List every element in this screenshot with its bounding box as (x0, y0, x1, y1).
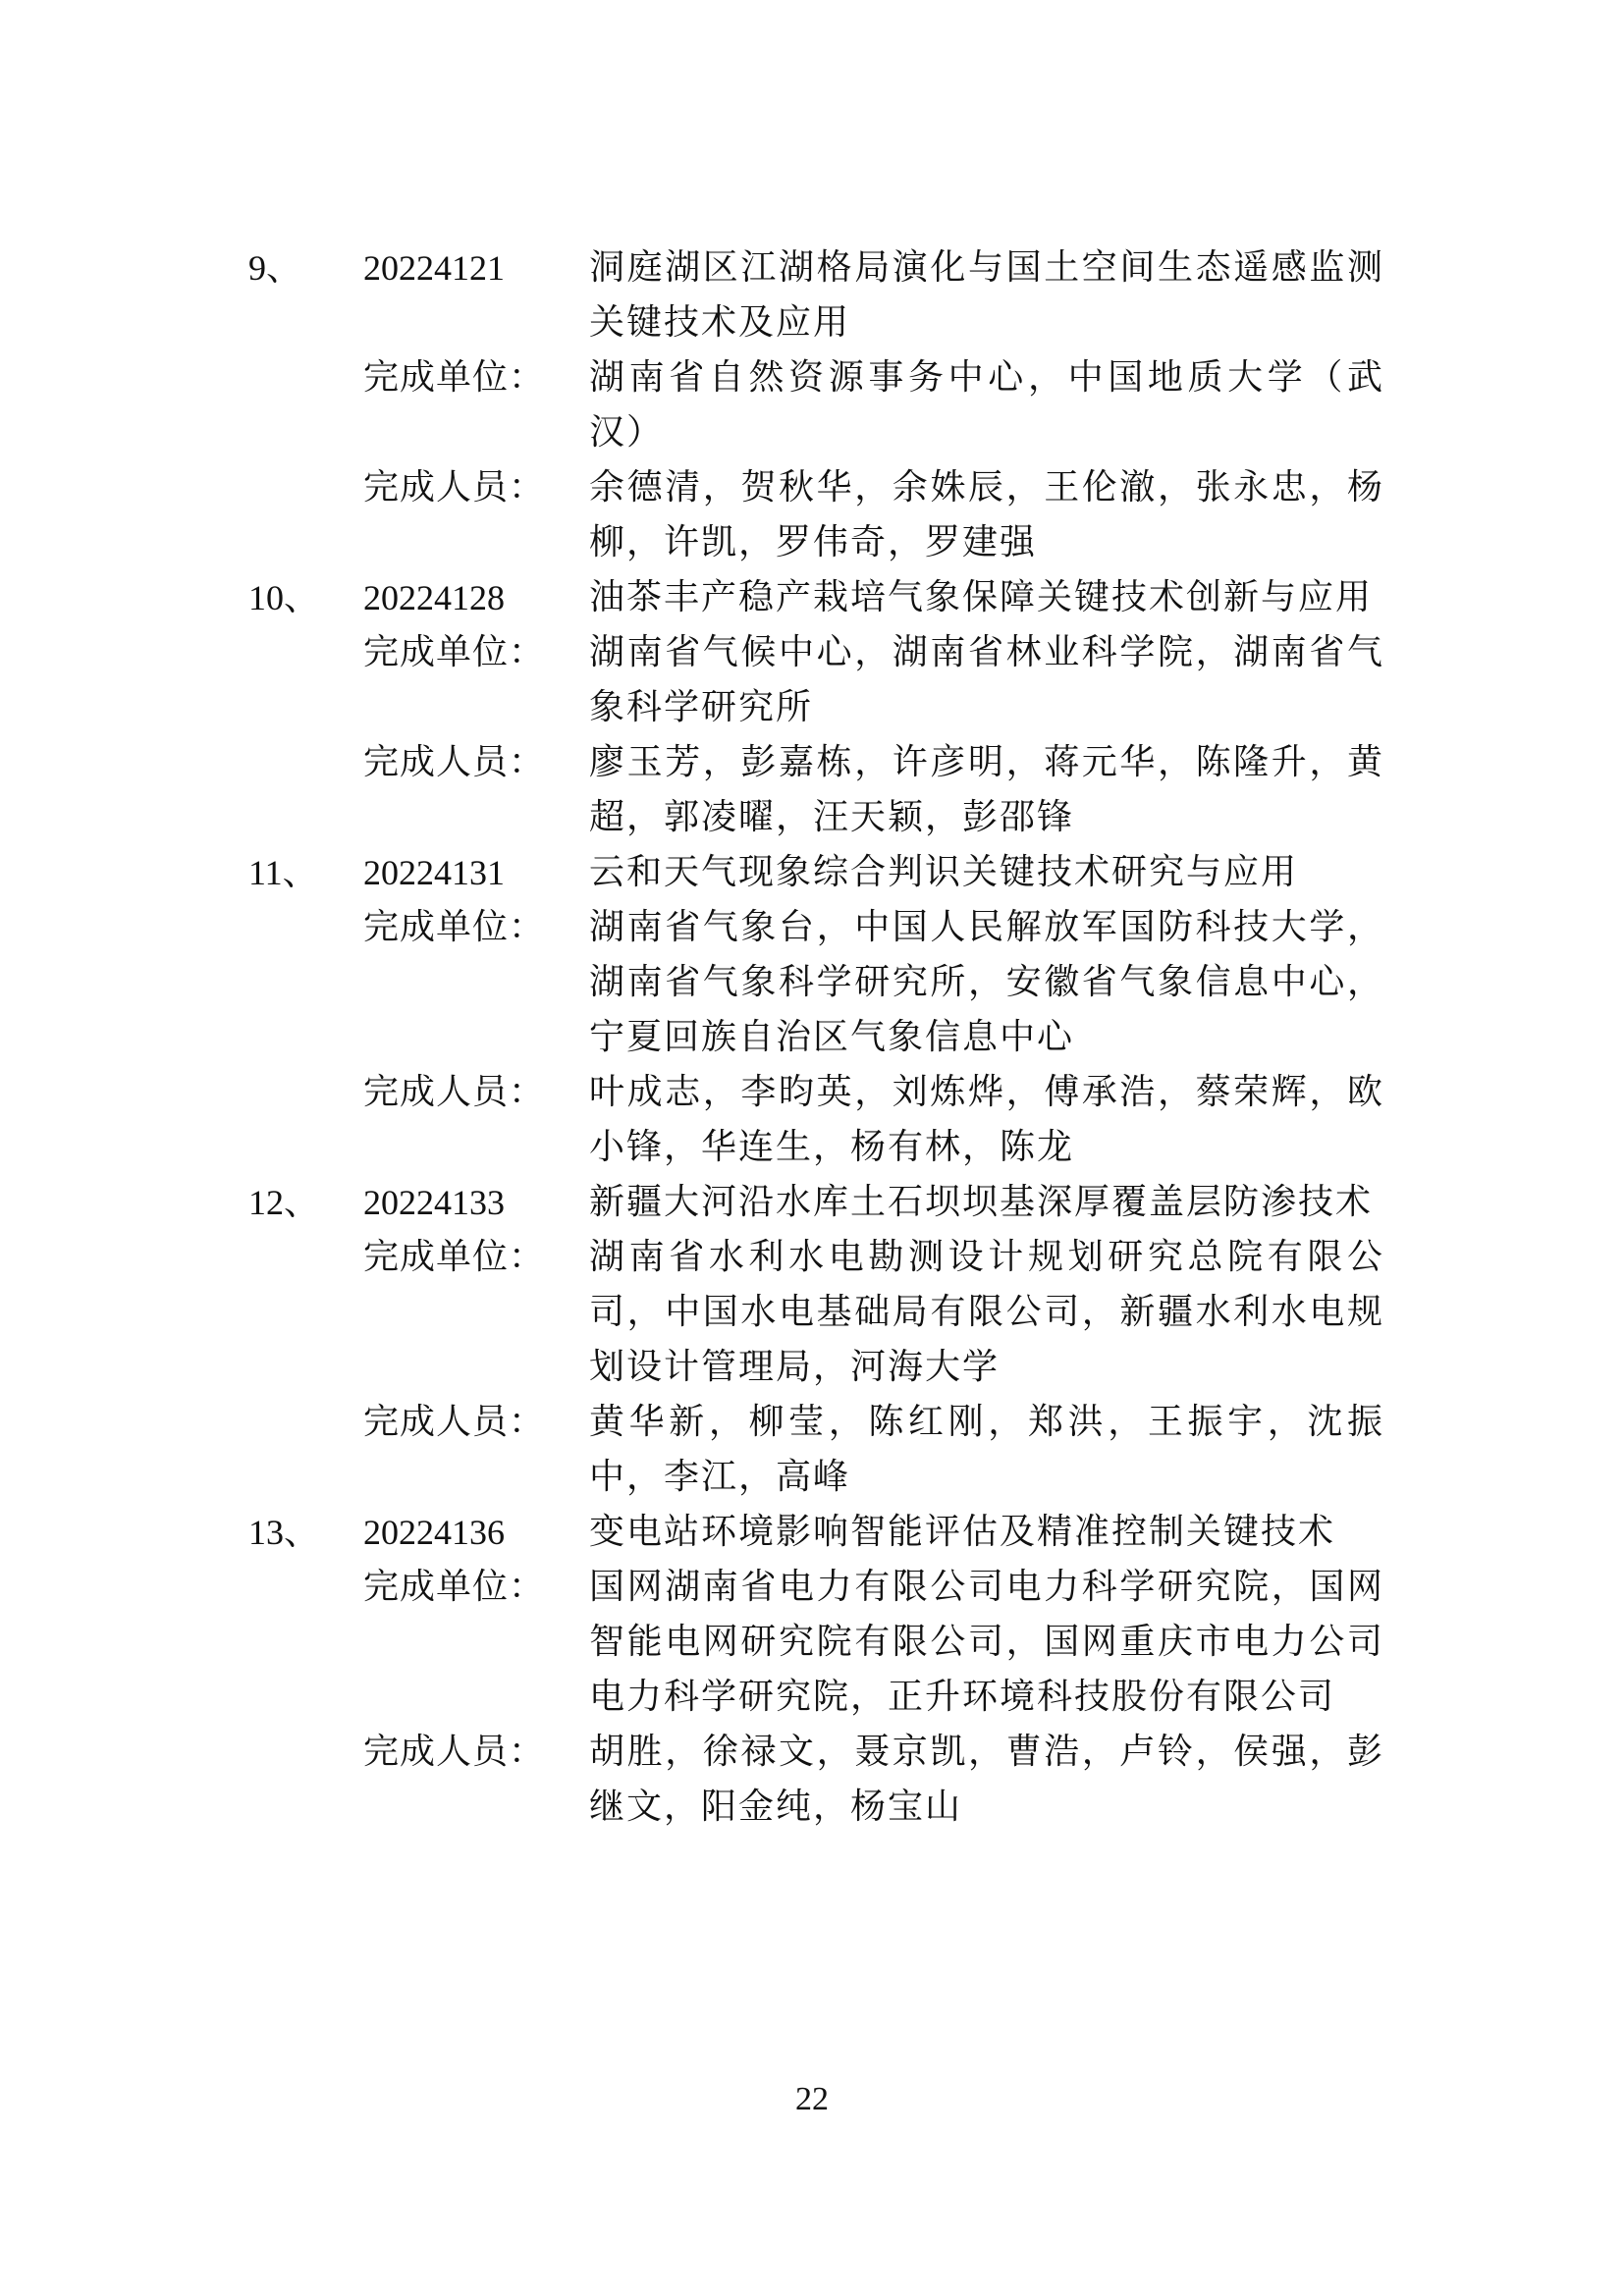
award-entry (0, 1175, 1624, 1505)
award-entry (0, 570, 1624, 845)
unit-label: 完成单位： (363, 357, 546, 398)
entry-unit: 湖南省气象台，中国人民解放军国防科技大学，湖南省气象科学研究所，安徽省气象信息中心，宁夏回族自治区气象信息中心 (589, 907, 1384, 1057)
entry-title: 变电站环境影响智能评估及精准控制关键技术 (589, 1512, 1336, 1552)
unit-label: 完成单位： (363, 1567, 546, 1607)
entry-people: 叶成志，李昀英，刘炼烨，傅承浩，蔡荣辉，欧小锋，华连生，杨有林，陈龙 (589, 1072, 1384, 1167)
award-entry (0, 845, 1624, 1175)
entry-people: 胡胜，徐禄文，聂京凯，曹浩，卢铃，侯强，彭继文，阳金纯，杨宝山 (589, 1732, 1384, 1827)
entry-code: 20224131 (363, 853, 505, 892)
entry-number: 10、 (248, 578, 320, 617)
entry-people-row (0, 1395, 1624, 1505)
entry-title: 油茶丰产稳产栽培气象保障关键技术创新与应用 (589, 577, 1374, 617)
entry-people-row (0, 735, 1624, 845)
entry-code: 20224133 (363, 1183, 505, 1222)
entry-people-row (0, 1725, 1624, 1835)
people-label: 完成人员： (363, 467, 546, 507)
entry-unit: 国网湖南省电力有限公司电力科学研究院，国网智能电网研究院有限公司，国网重庆市电力公司电力科学研究院，正升环境科技股份有限公司 (589, 1567, 1384, 1717)
entry-number: 9、 (248, 248, 302, 288)
entry-people: 黄华新，柳莹，陈红刚，郑洪，王振宇，沈振中，李江，高峰 (589, 1402, 1384, 1497)
entry-unit: 湖南省自然资源事务中心，中国地质大学（武汉） (589, 357, 1384, 453)
entry-title-row (0, 240, 1624, 350)
entry-number: 12、 (248, 1183, 320, 1222)
entry-code: 20224121 (363, 248, 505, 288)
award-entry (0, 1505, 1624, 1835)
entry-title: 洞庭湖区江湖格局演化与国土空间生态遥感监测关键技术及应用 (589, 247, 1384, 343)
entry-unit-row (0, 1560, 1624, 1725)
entry-unit-row (0, 1230, 1624, 1395)
unit-label: 完成单位： (363, 907, 546, 947)
people-label: 完成人员： (363, 1732, 546, 1772)
entry-title-row (0, 570, 1624, 625)
entry-number: 13、 (248, 1513, 320, 1552)
entry-people: 廖玉芳，彭嘉栋，许彦明，蒋元华，陈隆升，黄超，郭凌曜，汪天颖，彭邵锋 (589, 742, 1384, 837)
entry-people: 余德清，贺秋华，余姝辰，王伦澈，张永忠，杨柳，许凯，罗伟奇，罗建强 (589, 467, 1384, 562)
entry-title-row (0, 845, 1624, 900)
entry-title-row (0, 1175, 1624, 1230)
people-label: 完成人员： (363, 742, 546, 782)
entry-people-row (0, 1065, 1624, 1175)
entry-people-row (0, 460, 1624, 570)
unit-label: 完成单位： (363, 1237, 546, 1277)
entry-title: 云和天气现象综合判识关键技术研究与应用 (589, 852, 1299, 892)
award-entry-list (0, 240, 1624, 1835)
entry-code: 20224128 (363, 578, 505, 617)
people-label: 完成人员： (363, 1402, 546, 1442)
entry-unit-row (0, 350, 1624, 460)
entry-unit-row (0, 625, 1624, 735)
page-number: 22 (795, 2081, 829, 2117)
entry-unit-row (0, 900, 1624, 1065)
unit-label: 完成单位： (363, 632, 546, 672)
entry-unit: 湖南省气候中心，湖南省林业科学院，湖南省气象科学研究所 (589, 632, 1384, 727)
entry-title-row (0, 1505, 1624, 1560)
entry-code: 20224136 (363, 1513, 505, 1552)
award-entry (0, 240, 1624, 570)
entry-unit: 湖南省水利水电勘测设计规划研究总院有限公司，中国水电基础局有限公司，新疆水利水电规划设计管理局，河海大学 (589, 1237, 1384, 1387)
people-label: 完成人员： (363, 1072, 546, 1112)
entry-number: 11、 (248, 853, 318, 892)
entry-title: 新疆大河沿水库土石坝坝基深厚覆盖层防渗技术 (589, 1182, 1374, 1222)
